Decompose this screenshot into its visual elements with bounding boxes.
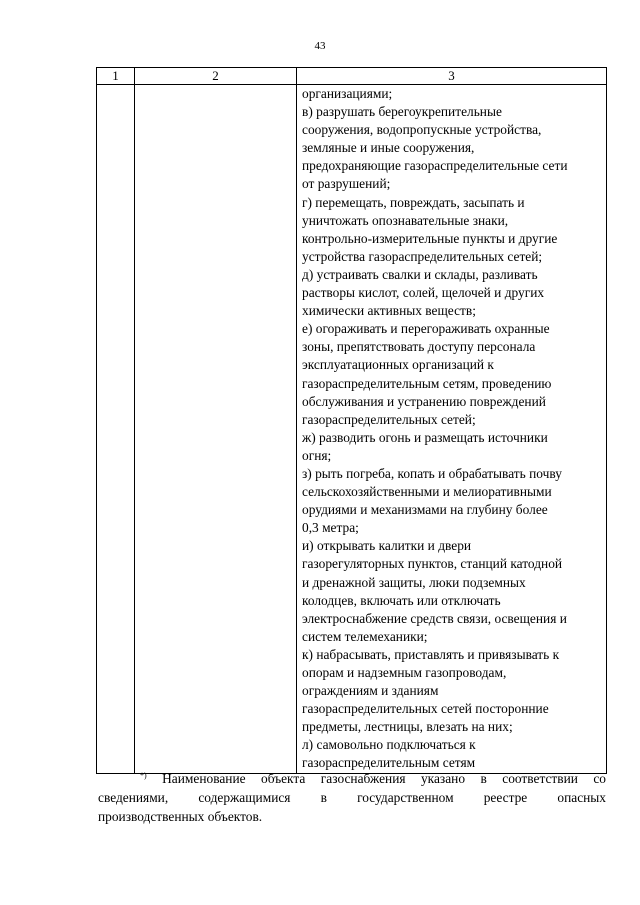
- list-item-line: электроснабжение средств связи, освещения и: [302, 610, 567, 626]
- list-item-line: контрольно-измерительные пункты и другие: [302, 230, 558, 246]
- list-item-line: сооружения, водопропускные устройства,: [302, 122, 542, 138]
- column-2-cell: [135, 85, 297, 774]
- list-item-line: е) огораживать и перегораживать охранные: [302, 321, 550, 337]
- table-header-row: [97, 68, 607, 85]
- list-item-line: ограждениям и зданиям: [302, 683, 439, 699]
- list-item-line: огня;: [302, 447, 332, 463]
- list-item-line: 0,3 метра;: [302, 520, 359, 536]
- list-item-line: организациями;: [302, 86, 393, 101]
- list-item-line: колодцев, включать или отключать: [302, 592, 501, 608]
- column-1-cell: [97, 85, 135, 774]
- list-item-line: газорегуляторных пунктов, станций катодной: [302, 556, 563, 572]
- footnote: [98, 766, 606, 826]
- list-item-line: газораспределительным сетям: [302, 755, 476, 771]
- list-item-line: обслуживания и устранению повреждений: [302, 393, 546, 409]
- list-item-line: устройства газораспределительных сетей;: [302, 248, 543, 264]
- footnote-line: производственных объектов.: [98, 809, 263, 824]
- list-item-line: и дренажной защиты, люки подземных: [302, 574, 526, 590]
- list-item-line: от разрушений;: [302, 176, 391, 192]
- column-header-2: 2: [135, 68, 297, 85]
- list-item-line: предохраняющие газораспределительные сети: [302, 158, 568, 174]
- list-item-line: сельскохозяйственными и мелиоративными: [302, 484, 552, 500]
- list-item-line: уничтожать опознавательные знаки,: [302, 212, 509, 228]
- list-item-line: орудиями и механизмами на глубину более: [302, 502, 548, 518]
- page-number: 43: [314, 40, 326, 52]
- footnote-line: сведениями, содержащимися в государственном реестре опасных: [98, 790, 606, 805]
- list-item-line: химически активных веществ;: [302, 303, 476, 319]
- table-row: [97, 85, 607, 774]
- column-header-1: 1: [97, 68, 135, 85]
- list-item-line: зоны, препятствовать доступу персонала: [302, 339, 536, 355]
- list-item-line: растворы кислот, солей, щелочей и других: [302, 285, 545, 301]
- list-item-line: л) самовольно подключаться к: [302, 737, 476, 753]
- list-item-line: газораспределительных сетей;: [302, 411, 476, 427]
- footnote-mark: *): [140, 771, 147, 780]
- list-item-line: эксплуатационных организаций к: [302, 357, 494, 373]
- list-item-line: ж) разводить огонь и размещать источники: [302, 429, 548, 445]
- column-header-3: 3: [297, 68, 607, 85]
- list-item-line: газораспределительным сетям, проведению: [302, 375, 552, 391]
- footnote-text-line: Наименование объекта газоснабжения указано в соответствии со: [162, 771, 607, 786]
- list-item-line: д) устраивать свалки и склады, разливать: [302, 266, 538, 282]
- list-item-line: земляные и иные сооружения,: [302, 140, 475, 156]
- list-item-line: к) набрасывать, приставлять и привязывать к: [302, 646, 560, 662]
- list-item-line: предметы, лестницы, влезать на них;: [302, 719, 513, 735]
- list-item-line: з) рыть погреба, копать и обрабатывать почву: [302, 465, 562, 481]
- list-item-line: систем телемеханики;: [302, 628, 428, 644]
- document-table: [96, 67, 607, 774]
- list-item-line: и) открывать калитки и двери: [302, 538, 472, 554]
- list-item-line: опорам и надземным газопроводам,: [302, 665, 507, 680]
- list-item-line: газораспределительных сетей посторонние: [302, 701, 549, 717]
- column-3-cell: [297, 85, 607, 774]
- prohibition-list: [297, 85, 606, 773]
- footnote-line: [98, 766, 606, 788]
- list-item-line: г) перемещать, повреждать, засыпать и: [302, 194, 525, 210]
- list-item-line: в) разрушать берегоукрепительные: [302, 104, 502, 120]
